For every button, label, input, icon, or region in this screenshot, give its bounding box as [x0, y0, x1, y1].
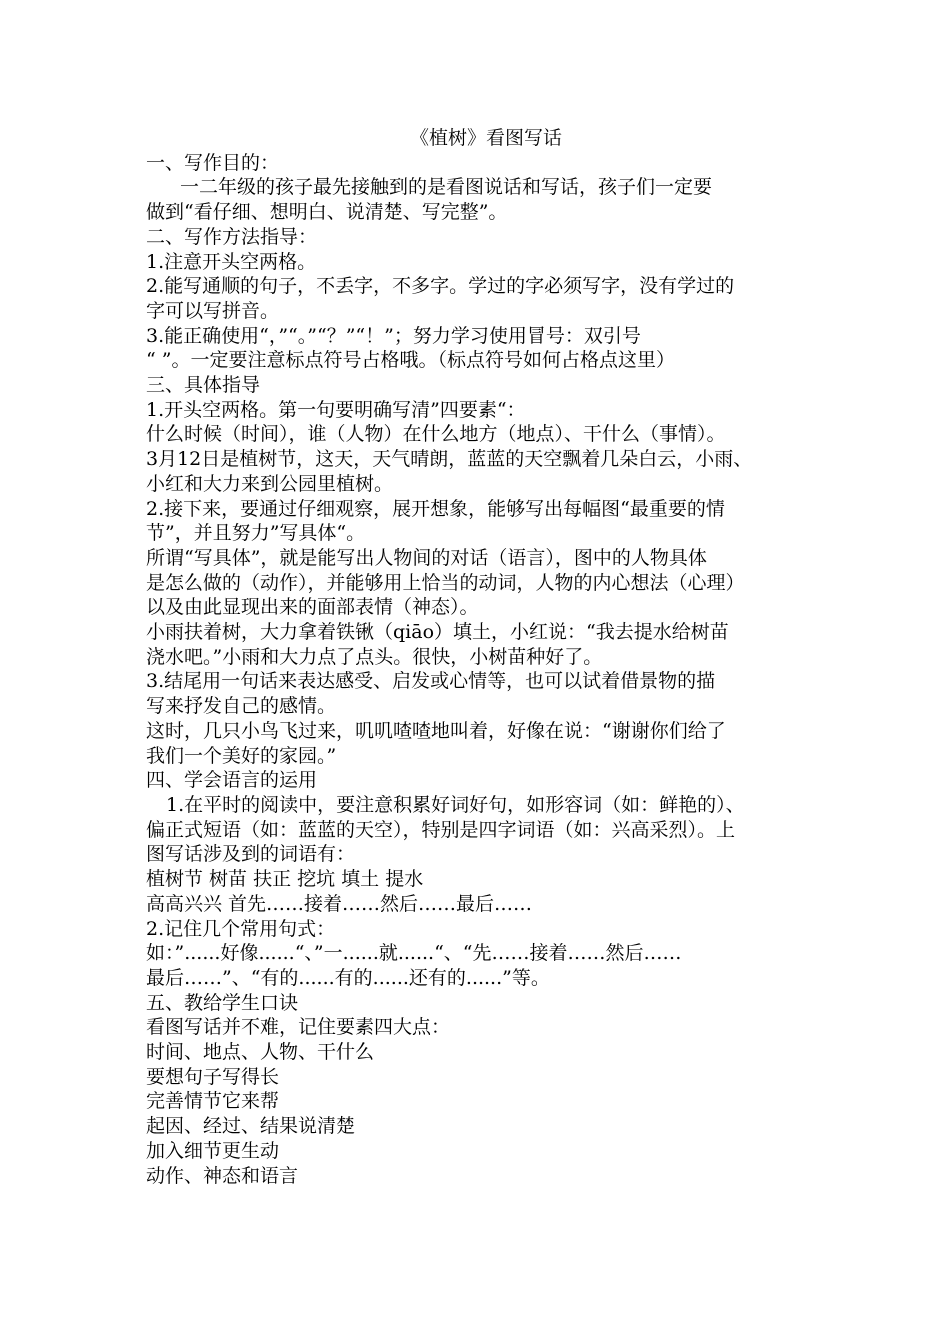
paragraph-line: 节”，并且努力”写具体“。: [146, 522, 366, 545]
word-list: 高高兴兴 首先……接着……然后……最后……: [146, 892, 533, 915]
section-heading-method: 二、写作方法指导：: [146, 225, 318, 248]
paragraph-line: 最后……”、“有的......有的......还有的......”等。: [146, 966, 550, 989]
mnemonic-line: 看图写话并不难，记住要素四大点：: [146, 1016, 451, 1039]
document-title: 《植树》看图写话: [409, 127, 562, 149]
section-heading-mnemonic: 五、教给学生口诀: [146, 991, 299, 1014]
mnemonic-line: 起因、经过、结果说清楚: [146, 1115, 356, 1138]
example-line: 小红和大力来到公园里植树。: [146, 472, 394, 495]
mnemonic-line: 时间、地点、人物、干什么: [146, 1041, 375, 1064]
paragraph-line: 是怎么做的（动作），并能够用上恰当的动词，人物的内心想法（心理）: [146, 571, 745, 594]
word-list: 植树节 树苗 扶正 挖坑 填土 提水: [146, 868, 424, 891]
section-heading-language: 四、学会语言的运用: [146, 769, 318, 792]
list-item: 1.开头空两格。第一句要明确写清”四要素“：: [146, 398, 526, 421]
list-item: 2.记住几个常用句式：: [146, 917, 336, 940]
example-line: 浇水吧。”小雨和大力点了点头。很快，小树苗种好了。: [146, 645, 603, 668]
paragraph-line: 如：”......好像......“、”一......就......“、“先……接着……然后……: [146, 942, 682, 965]
mnemonic-line: 要想句子写得长: [146, 1065, 280, 1088]
paragraph-line: “ ”。一定要注意标点符号占格哦。（标点符号如何占格点这里）: [146, 349, 675, 372]
paragraph-line: 一二年级的孩子最先接触到的是看图说话和写话，孩子们一定要: [180, 176, 713, 199]
paragraph-line: 字可以写拼音。: [146, 299, 280, 322]
example-line: 这时，几只小鸟飞过来，叽叽喳喳地叫着，好像在说：“谢谢你们给了: [146, 719, 726, 742]
list-item: 3.结尾用一句话来表达感受、启发或心情等，也可以试着借景物的描: [146, 670, 716, 693]
paragraph-line: 以及由此显现出来的面部表情（神态）。: [146, 596, 479, 619]
example-line: 我们一个美好的家园。”: [146, 744, 337, 767]
paragraph-line: 偏正式短语（如：蓝蓝的天空），特别是四字词语（如：兴高采烈）。上: [146, 818, 736, 841]
list-item: 3.能正确使用“，”“。”“？”“！”；努力学习使用冒号：双引号: [146, 324, 641, 347]
section-heading-guidance: 三、具体指导: [146, 374, 261, 397]
mnemonic-line: 加入细节更生动: [146, 1139, 280, 1162]
paragraph-line: 所谓“写具体”，就是能写出人物间的对话（语言），图中的人物具体: [146, 546, 707, 569]
paragraph-line: 什么时候（时间），谁（人物）在什么地方（地点）、干什么（事情）。: [146, 423, 726, 446]
list-item: 1.注意开头空两格。: [146, 250, 317, 273]
example-line: 小雨扶着树，大力拿着铁锹（qiāo）填土，小红说：“我去提水给树苗: [146, 621, 729, 644]
list-item: 1.在平时的阅读中，要注意积累好词好句，如形容词（如：鲜艳的）、: [166, 793, 745, 816]
mnemonic-line: 动作、神态和语言: [146, 1164, 299, 1187]
example-line: 3月12日是植树节，这天，天气晴朗，蓝蓝的天空飘着几朵白云，小雨、: [146, 448, 753, 471]
document-body: [146, 126, 816, 1188]
list-item: 2.接下来，要通过仔细观察，展开想象，能够写出每幅图“最重要的情: [146, 497, 725, 520]
paragraph-line: 图写话涉及到的词语有：: [146, 843, 356, 866]
section-heading-purpose: 一、写作目的：: [146, 151, 280, 174]
paragraph-line: 做到“看仔细、想明白、说清楚、写完整”。: [146, 201, 508, 224]
paragraph-line: 写来抒发自己的感情。: [146, 695, 337, 718]
list-item: 2.能写通顺的句子，不丢字，不多字。学过的字必须写字，没有学过的: [146, 275, 735, 298]
mnemonic-line: 完善情节它来帮: [146, 1090, 280, 1113]
